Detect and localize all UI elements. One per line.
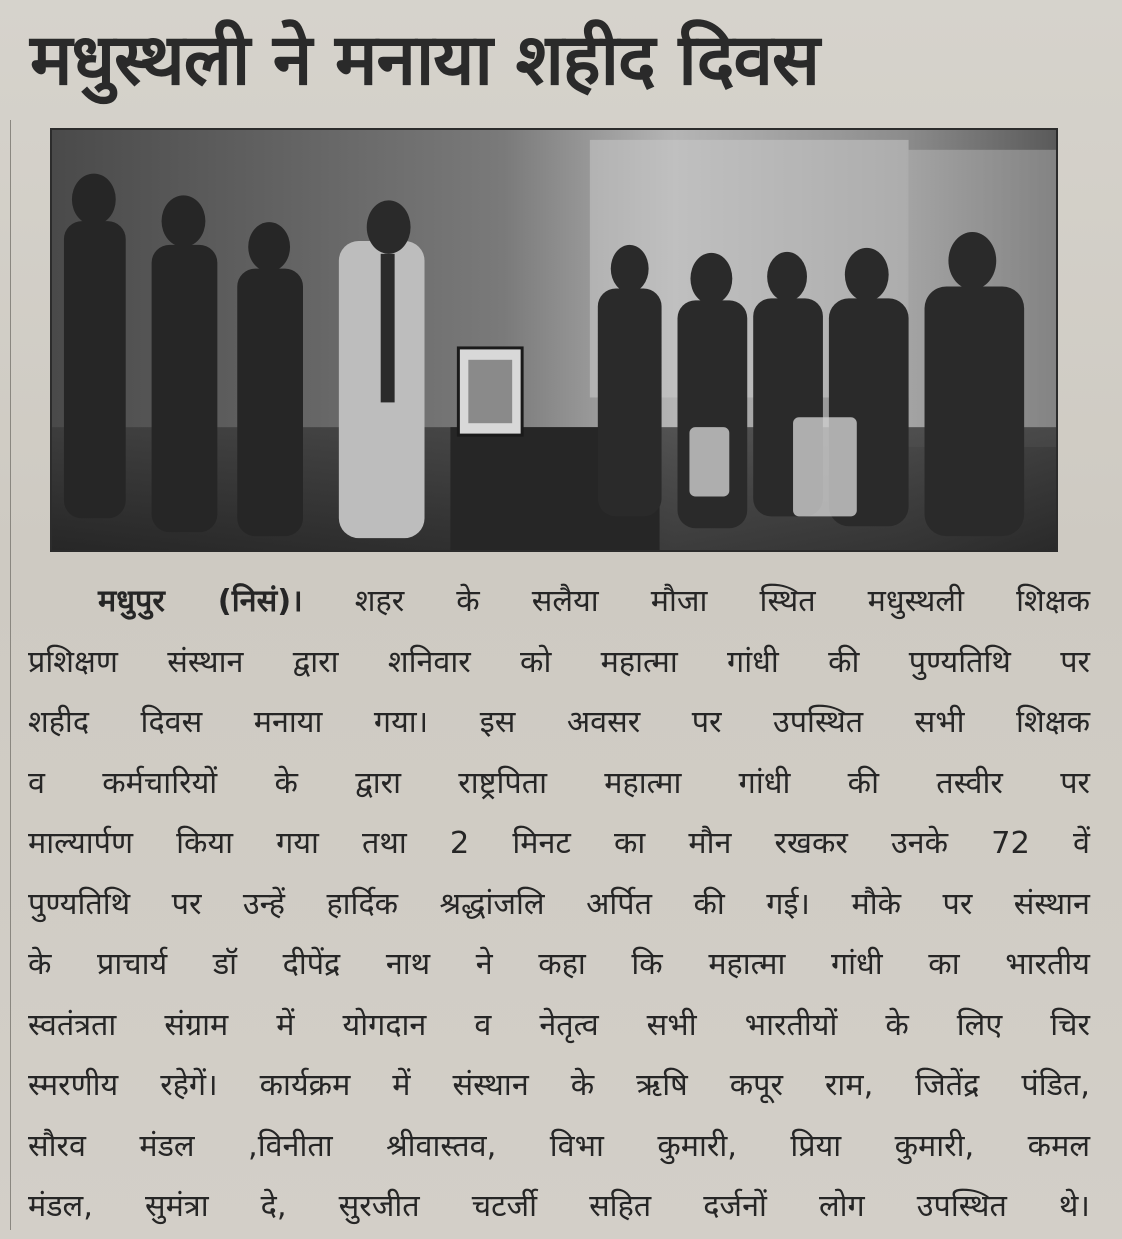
article-line-7: के प्राचार्य डॉ दीपेंद्र नाथ ने कहा कि महात्मा गांधी का भारतीय bbox=[28, 947, 1090, 982]
article-line-3: शहीद दिवस मनाया गया। इस अवसर पर उपस्थित सभी शिक्षक bbox=[28, 705, 1090, 740]
article-body bbox=[28, 572, 1090, 1238]
article-line-4: व कर्मचारियों के द्वारा राष्ट्रपिता महात्मा गांधी की तस्वीर पर bbox=[28, 765, 1090, 801]
headline: मधुस्थली ने मनाया शहीद दिवस bbox=[30, 18, 819, 101]
article-line-11: मंडल, सुमंत्रा दे, सुरजीत चटर्जी सहित दर्जनों लोग उपस्थित थे। bbox=[28, 1189, 1090, 1224]
article-line-6: पुण्यतिथि पर उन्हें हार्दिक श्रद्धांजलि अर्पित की गई। मौके पर संस्थान bbox=[28, 886, 1090, 922]
article-line-1 bbox=[28, 572, 1090, 633]
article-line-8: स्वतंत्रता संग्राम में योगदान व नेतृत्व सभी भारतीयों के लिए चिर bbox=[28, 1007, 1090, 1043]
article-line-10: सौरव मंडल ,विनीता श्रीवास्तव, विभा कुमारी, प्रिया कुमारी, कमल bbox=[28, 1128, 1090, 1164]
dateline: मधुपुर (निसं)। bbox=[98, 584, 303, 619]
group-photo-icon bbox=[52, 130, 1056, 550]
article-line-2: प्रशिक्षण संस्थान द्वारा शनिवार को महात्मा गांधी की पुण्यतिथि पर bbox=[28, 644, 1090, 680]
article-line-9: स्मरणीय रहेगें। कार्यक्रम में संस्थान के ऋषि कपूर राम, जितेंद्र पंडित, bbox=[28, 1068, 1090, 1103]
news-photo bbox=[50, 128, 1058, 552]
article-line-5: माल्यार्पण किया गया तथा 2 मिनट का मौन रखकर उनके 72 वें bbox=[28, 826, 1090, 861]
column-rule bbox=[10, 120, 11, 1230]
article-line-1-text: शहर के सलैया मौजा स्थित मधुस्थली शिक्षक bbox=[354, 584, 1091, 619]
